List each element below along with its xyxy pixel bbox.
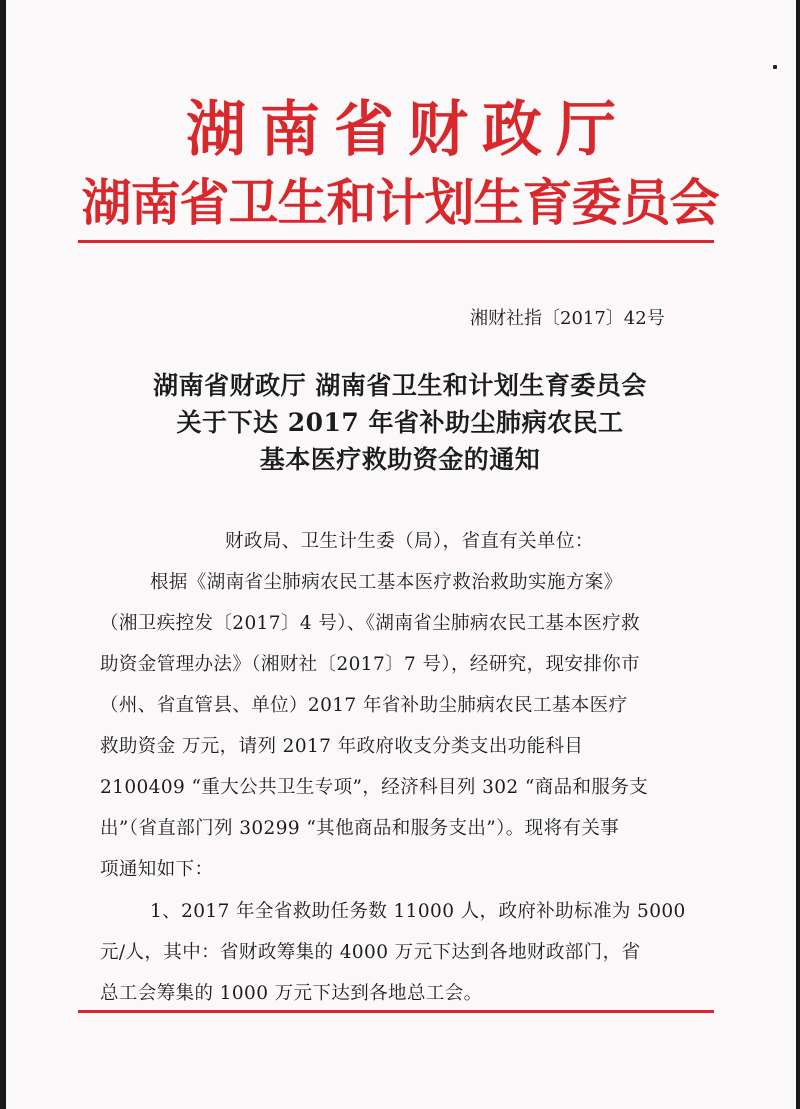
scan-speck [773, 65, 777, 69]
body-line: 总工会筹集的 1000 万元下达到各地总工会。 [100, 983, 483, 1004]
body-line: 助资金管理办法》（湘财社〔2017〕7 号），经研究，现安排你市 [100, 654, 641, 675]
body-line: 出”（省直部门列 30299 “其他商品和服务支出”）。现将有关事 [100, 818, 620, 839]
body-line: 元/人，其中：省财政筹集的 4000 万元下达到各地财政部门，省 [100, 942, 641, 963]
agency-name-health: 湖南省卫生和计划生育委员会 [81, 174, 719, 232]
document-number: 湘财社指〔2017〕42号 [470, 308, 665, 329]
salutation: 财政局、卫生计生委（局），省直有关单位： [225, 531, 594, 552]
body-line: 2100409 “重大公共卫生专项”，经济科目列 302 “商品和服务支 [100, 777, 649, 798]
body-line: 1、2017 年全省救助任务数 11000 人，政府补助标准为 5000 [150, 901, 686, 922]
body-line: （州、省直管县、单位）2017 年省补助尘肺病农民工基本医疗 [100, 695, 628, 716]
body-line: 项通知如下： [100, 859, 214, 880]
notice-title-line-3: 基本医疗救助资金的通知 [259, 445, 541, 474]
notice-title-line-1: 湖南省财政厅 湖南省卫生和计划生育委员会 [153, 371, 647, 400]
agency-name-finance: 湖南省财政厅 [186, 95, 630, 165]
notice-title-line-2: 关于下达 2017 年省补助尘肺病农民工 [176, 408, 624, 437]
body-line: 根据《湖南省尘肺病农民工基本医疗救治救助实施方案》 [150, 572, 623, 593]
header-red-rule [78, 240, 714, 243]
body-line: 救助资金 万元，请列 2017 年政府收支分类支出功能科目 [100, 736, 584, 757]
footer-red-rule [78, 1010, 714, 1013]
body-line: （湘卫疾控发〔2017〕4 号）、《湖南省尘肺病农民工基本医疗救 [100, 613, 641, 634]
